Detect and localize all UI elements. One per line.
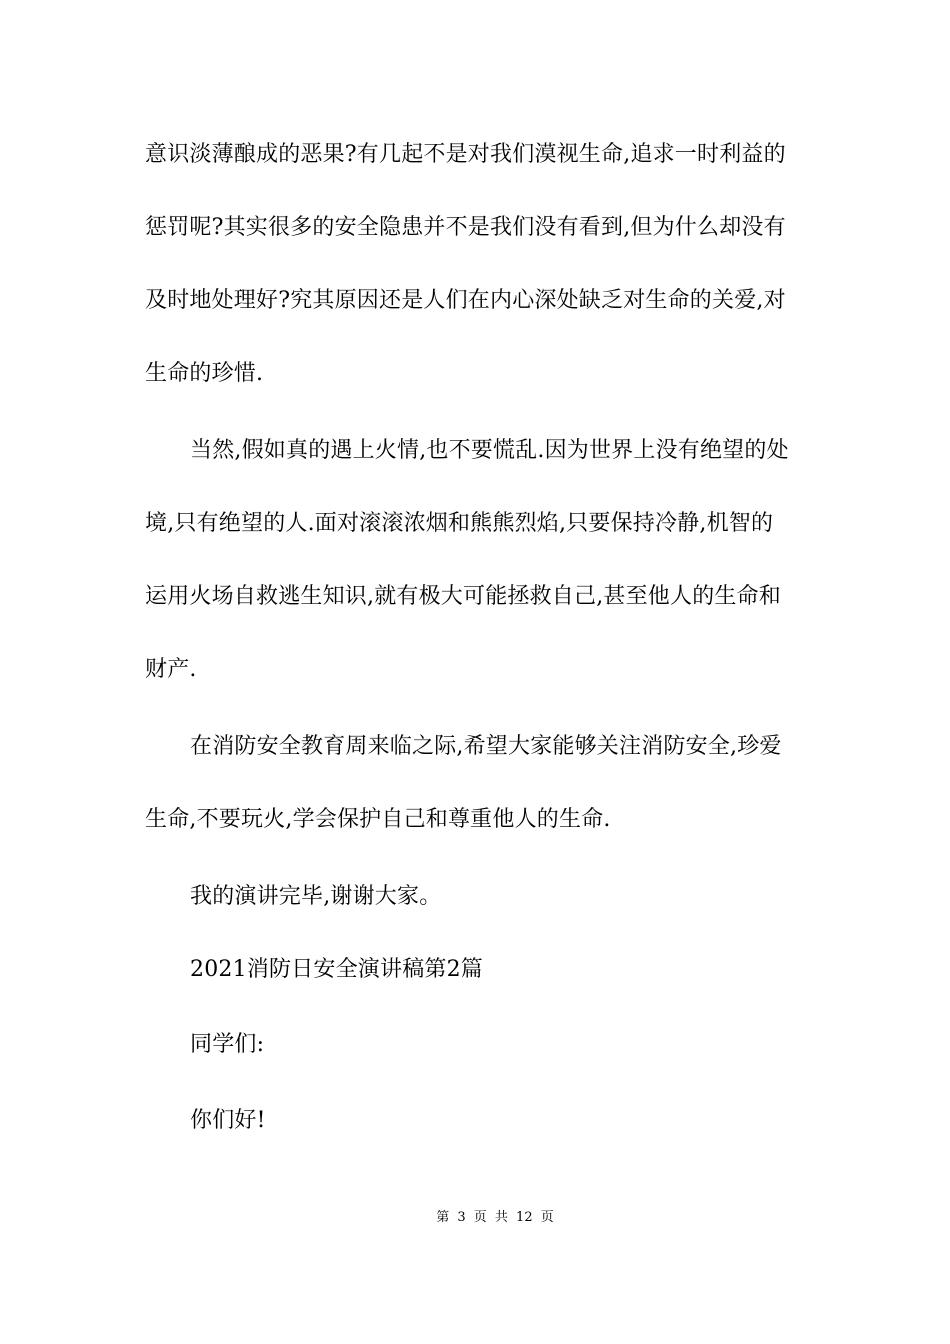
body-line-9: 在消防安全教育周来临之际,希望大家能够关注消防安全,珍爱	[190, 734, 782, 759]
body-line-6: 境,只有绝望的人.面对滚滚浓烟和熊熊烈焰,只要保持冷静,机智的	[145, 511, 774, 536]
page-number-footer: 第 3 页 共 12 页	[436, 1210, 554, 1225]
salutation-line: 同学们:	[190, 1032, 265, 1057]
closing-line: 我的演讲完毕,谢谢大家。	[190, 884, 442, 909]
body-line-8: 财产.	[145, 657, 197, 682]
body-line-7: 运用火场自救逃生知识,就有极大可能拯救自己,甚至他人的生命和	[145, 584, 781, 609]
body-line-10: 生命,不要玩火,学会保护自己和尊重他人的生命.	[145, 807, 611, 832]
body-line-3: 及时地处理好?究其原因还是人们在内心深处缺乏对生命的关爱,对	[145, 288, 786, 313]
section-heading: 2021消防日安全演讲稿第2篇	[190, 957, 483, 982]
body-line-1: 意识淡薄酿成的恶果?有几起不是对我们漠视生命,追求一时利益的	[145, 142, 786, 167]
body-line-4: 生命的珍惜.	[145, 361, 264, 386]
greeting-line: 你们好!	[190, 1108, 266, 1133]
body-line-2: 惩罚呢?其实很多的安全隐患并不是我们没有看到,但为什么却没有	[145, 215, 786, 240]
body-line-5: 当然,假如真的遇上火情,也不要慌乱.因为世界上没有绝望的处	[190, 438, 789, 463]
